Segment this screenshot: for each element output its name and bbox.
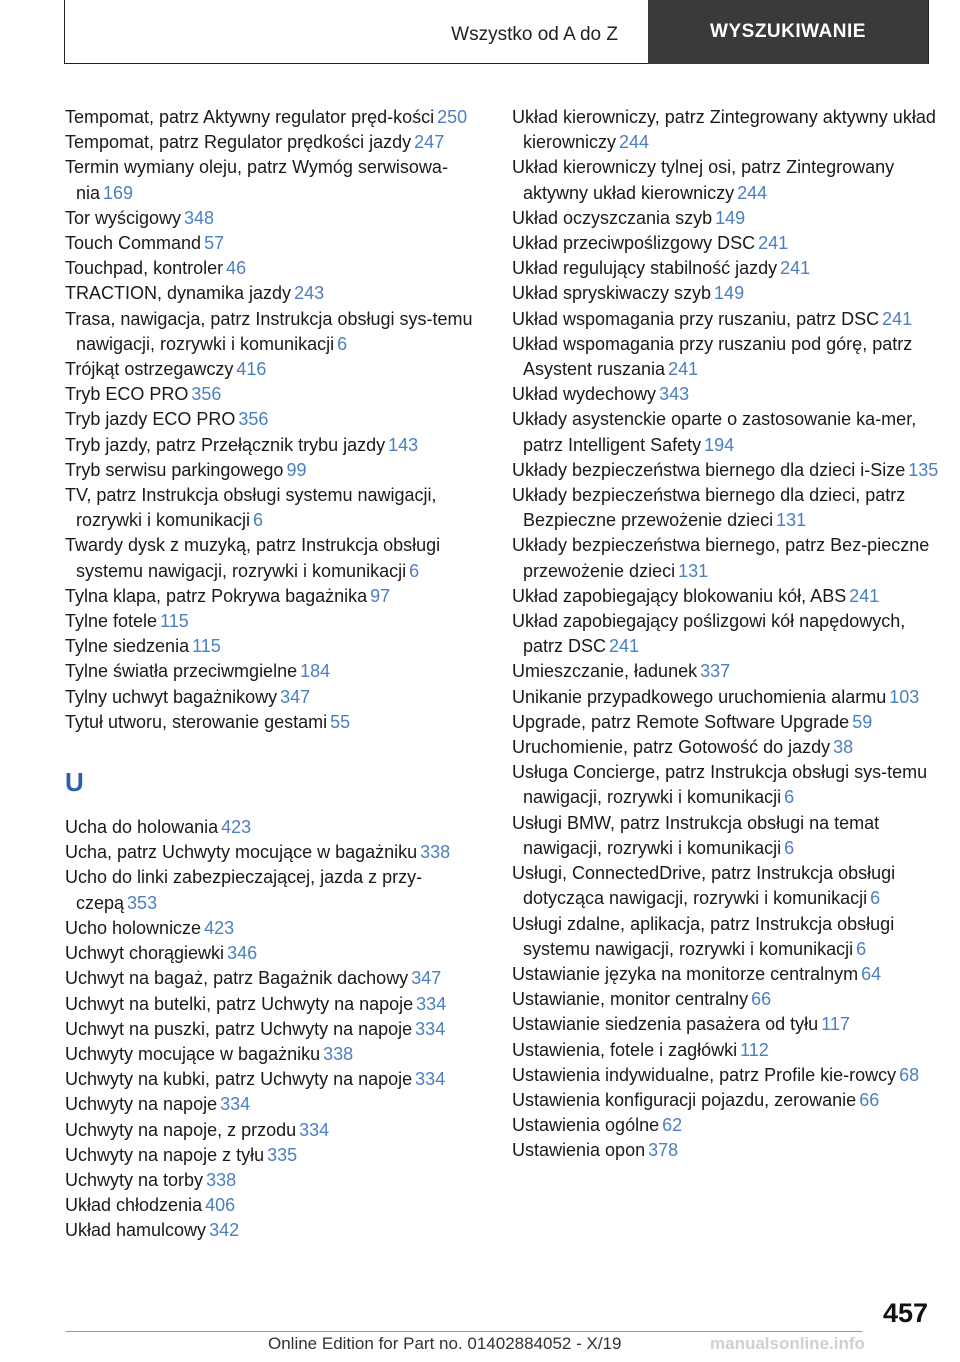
page-reference-link[interactable]: 6 bbox=[784, 837, 795, 858]
index-entry-text: Ucha do holowania bbox=[65, 817, 219, 838]
page-reference-link[interactable]: 334 bbox=[415, 1018, 446, 1039]
page-reference-link[interactable]: 57 bbox=[204, 233, 225, 254]
index-entry bbox=[512, 483, 942, 533]
index-entry-text: Ustawianie, monitor centralny bbox=[512, 989, 749, 1010]
page-reference-link[interactable]: 347 bbox=[280, 686, 311, 707]
page-reference-link[interactable]: 66 bbox=[859, 1089, 880, 1110]
index-entry-text: Tryb serwisu parkingowego bbox=[65, 459, 284, 480]
index-entry bbox=[65, 458, 485, 483]
index-entry-text: Termin wymiany oleju, patrz Wymóg serwisowa-nia bbox=[65, 157, 448, 203]
index-entry bbox=[65, 1017, 485, 1042]
index-entry-text: Układy bezpieczeństwa biernego, patrz Bez-pieczne przewożenie dzieci bbox=[512, 535, 930, 581]
page-reference-link[interactable]: 356 bbox=[238, 409, 269, 430]
page-reference-link[interactable]: 378 bbox=[648, 1140, 679, 1161]
index-entry bbox=[65, 659, 485, 684]
index-entry bbox=[65, 916, 485, 941]
index-entry bbox=[512, 206, 942, 231]
index-entry bbox=[512, 458, 942, 483]
index-entry-text: Ustawianie siedzenia pasażera od tyłu bbox=[512, 1014, 819, 1035]
index-entry-text: Tempomat, patrz Aktywny regulator pręd-kości bbox=[65, 107, 435, 127]
page-reference-link[interactable]: 97 bbox=[370, 585, 391, 606]
index-entry-text: Touchpad, kontroler bbox=[65, 258, 224, 279]
index-entry bbox=[65, 1118, 485, 1143]
page-reference-link[interactable]: 244 bbox=[619, 132, 650, 153]
page-reference-link[interactable]: 6 bbox=[784, 787, 795, 808]
page-reference-link[interactable]: 6 bbox=[253, 510, 264, 531]
page-reference-link[interactable]: 6 bbox=[856, 938, 867, 959]
index-entry-text: Usługi, ConnectedDrive, patrz Instrukcja obsługi dotycząca nawigacji, rozrywki i komunikacji bbox=[512, 863, 896, 909]
index-entry-text: Układ kierowniczy, patrz Zintegrowany aktywny układ kierowniczy bbox=[512, 107, 936, 153]
header-tab[interactable]: WYSZUKIWANIE bbox=[648, 0, 928, 64]
index-entry bbox=[65, 407, 485, 432]
index-entry-text: Usługi zdalne, aplikacja, patrz Instrukcja obsługi systemu nawigacji, rozrywki i komunikacji bbox=[512, 913, 895, 959]
page-reference-link[interactable]: 241 bbox=[780, 258, 811, 279]
index-entry bbox=[65, 433, 485, 458]
page-reference-link[interactable]: 243 bbox=[294, 283, 325, 304]
index-entry bbox=[65, 231, 485, 256]
index-entry bbox=[512, 332, 942, 382]
page-reference-link[interactable]: 338 bbox=[420, 842, 451, 863]
index-entry-text: Tryb jazdy ECO PRO bbox=[65, 409, 236, 430]
footer-watermark: manualsonline.info bbox=[710, 1334, 865, 1353]
page-reference-link[interactable]: 115 bbox=[192, 636, 221, 657]
page-reference-link[interactable]: 347 bbox=[411, 968, 442, 989]
index-entry bbox=[65, 382, 485, 407]
page-reference-link[interactable]: 416 bbox=[236, 359, 267, 380]
index-entry-text: Usługa Concierge, patrz Instrukcja obsługi sys-temu nawigacji, rozrywki i komunikacji bbox=[512, 762, 928, 808]
index-entry bbox=[512, 533, 942, 583]
index-entry-text: Układ oczyszczania szyb bbox=[512, 207, 713, 228]
index-entry bbox=[65, 634, 485, 659]
page-reference-link[interactable]: 348 bbox=[184, 207, 215, 228]
page-reference-link[interactable]: 143 bbox=[388, 434, 419, 455]
page-reference-link[interactable]: 406 bbox=[205, 1195, 236, 1216]
index-entry bbox=[65, 584, 485, 609]
index-entry-text: Uchwyt na puszki, patrz Uchwyty na napoje bbox=[65, 1018, 413, 1039]
index-list-u bbox=[65, 815, 485, 1243]
page-reference-link[interactable]: 6 bbox=[870, 888, 881, 909]
page-reference-link[interactable]: 244 bbox=[737, 182, 768, 203]
index-entry bbox=[512, 407, 942, 457]
index-entry bbox=[512, 609, 942, 659]
page-reference-link[interactable]: 99 bbox=[286, 459, 307, 480]
index-entry bbox=[65, 1168, 485, 1193]
index-entry-text: Układy bezpieczeństwa biernego dla dzieci i-Size bbox=[512, 459, 906, 480]
index-entry bbox=[65, 966, 485, 991]
index-entry-text: Tylne fotele bbox=[65, 611, 158, 632]
page-reference-link[interactable]: 241 bbox=[882, 308, 913, 329]
index-column-right bbox=[512, 105, 942, 1164]
index-entry-text: Trójkąt ostrzegawczy bbox=[65, 359, 234, 380]
index-entry-text: Tylne siedzenia bbox=[65, 636, 190, 657]
index-entry-text: Tylne światła przeciwmgielne bbox=[65, 661, 298, 682]
index-entry-text: Uchwyty na kubki, patrz Uchwyty na napoje bbox=[65, 1069, 413, 1090]
index-entry bbox=[65, 357, 485, 382]
index-entry bbox=[65, 1067, 485, 1092]
page-reference-link[interactable]: 353 bbox=[127, 892, 158, 913]
index-entry bbox=[512, 912, 942, 962]
page-reference-link[interactable]: 241 bbox=[758, 233, 789, 254]
index-entry-text: Tempomat, patrz Regulator prędkości jazdy bbox=[65, 132, 412, 153]
footer-edition-text: Online Edition for Part no. 01402884052 - X/19 bbox=[268, 1334, 622, 1353]
index-list-t bbox=[65, 105, 485, 735]
index-entry-text: Trasa, nawigacja, patrz Instrukcja obsługi sys-temu nawigacji, rozrywki i komunikacji bbox=[65, 308, 473, 354]
page-reference-link[interactable]: 346 bbox=[227, 943, 258, 964]
index-entry bbox=[65, 256, 485, 281]
page-reference-link[interactable]: 334 bbox=[299, 1119, 330, 1140]
index-entry bbox=[512, 281, 942, 306]
index-entry bbox=[512, 584, 942, 609]
index-entry-text: Układ wspomagania przy ruszaniu, patrz DSC bbox=[512, 308, 880, 329]
index-entry bbox=[65, 840, 485, 865]
page-reference-link[interactable]: 103 bbox=[889, 686, 920, 707]
page-reference-link[interactable]: 342 bbox=[209, 1220, 240, 1241]
index-entry bbox=[65, 155, 485, 205]
index-entry-text: TRACTION, dynamika jazdy bbox=[65, 283, 292, 304]
index-entry bbox=[65, 609, 485, 634]
index-entry-text: Uchwyty na napoje z tyłu bbox=[65, 1144, 265, 1165]
index-entry bbox=[512, 659, 942, 684]
index-entry bbox=[512, 1138, 942, 1163]
index-entry-text: Ustawienia ogólne bbox=[512, 1115, 660, 1136]
page-reference-link[interactable]: 423 bbox=[204, 917, 235, 938]
page-reference-link[interactable]: 112 bbox=[740, 1039, 769, 1060]
index-entry bbox=[512, 256, 942, 281]
index-entry bbox=[512, 861, 942, 911]
page-reference-link[interactable]: 423 bbox=[221, 817, 252, 838]
page-reference-link[interactable]: 356 bbox=[191, 384, 222, 405]
index-entry bbox=[65, 307, 485, 357]
index-entry-text: Tylny uchwyt bagażnikowy bbox=[65, 686, 278, 707]
index-entry-text: Tryb jazdy, patrz Przełącznik trybu jazdy bbox=[65, 434, 386, 455]
index-entry-text: Uchwyty na napoje bbox=[65, 1094, 218, 1115]
index-entry-text: Ucho holownicze bbox=[65, 917, 202, 938]
index-entry-text: Ustawienia, fotele i zagłówki bbox=[512, 1039, 738, 1060]
page-reference-link[interactable]: 62 bbox=[662, 1115, 683, 1136]
index-entry bbox=[65, 1092, 485, 1117]
page-reference-link[interactable]: 343 bbox=[659, 384, 690, 405]
index-entry-text: Twardy dysk z muzyką, patrz Instrukcja obsługi systemu nawigacji, rozrywki i komunikacji bbox=[65, 535, 441, 581]
page-reference-link[interactable]: 334 bbox=[416, 993, 447, 1014]
index-entry-text: Układ wspomagania przy ruszaniu pod górę, patrz Asystent ruszania bbox=[512, 333, 913, 380]
page-reference-link[interactable]: 334 bbox=[415, 1069, 446, 1090]
index-list-u-continued bbox=[512, 105, 942, 1164]
page-reference-link[interactable]: 38 bbox=[833, 737, 854, 758]
index-entry bbox=[512, 987, 942, 1012]
index-entry bbox=[65, 206, 485, 231]
page-reference-link[interactable]: 68 bbox=[899, 1064, 920, 1085]
index-entry-text: TV, patrz Instrukcja obsługi systemu nawigacji, rozrywki i komunikacji bbox=[65, 485, 437, 531]
index-entry bbox=[512, 685, 942, 710]
index-entry-text: Uchwyty na torby bbox=[65, 1169, 204, 1190]
index-entry bbox=[512, 382, 942, 407]
page-reference-link[interactable]: 6 bbox=[409, 560, 420, 581]
page-reference-link[interactable]: 6 bbox=[337, 333, 348, 354]
index-entry-text: Tor wyścigowy bbox=[65, 207, 182, 228]
page-reference-link[interactable]: 194 bbox=[704, 434, 735, 455]
index-entry-text: Ustawienia konfiguracji pojazdu, zerowanie bbox=[512, 1089, 857, 1110]
index-entry-text: Układy asystenckie oparte o zastosowanie ka-mer, patrz Intelligent Safety bbox=[512, 409, 917, 455]
index-entry bbox=[512, 105, 942, 155]
page-reference-link[interactable]: 338 bbox=[323, 1043, 354, 1064]
index-entry-text: Ucho do linki zabezpieczającej, jazda z przy-czepą bbox=[65, 867, 423, 913]
index-column-left bbox=[65, 105, 485, 1244]
index-entry bbox=[65, 685, 485, 710]
index-entry-text: Uchwyt na bagaż, patrz Bagażnik dachowy bbox=[65, 968, 409, 989]
index-entry bbox=[512, 231, 942, 256]
index-entry-text: Uchwyty mocujące w bagażniku bbox=[65, 1043, 321, 1064]
index-entry-text: Układ przeciwpoślizgowy DSC bbox=[512, 233, 756, 254]
page-reference-link[interactable]: 149 bbox=[714, 283, 745, 304]
page-reference-link[interactable]: 337 bbox=[700, 661, 731, 682]
index-entry-text: Układ zapobiegający poślizgowi kół napędowych, patrz DSC bbox=[512, 611, 906, 657]
index-entry-text: Uchwyt na butelki, patrz Uchwyty na napoje bbox=[65, 993, 414, 1014]
index-entry-text: Ustawienia opon bbox=[512, 1140, 646, 1161]
index-entry bbox=[65, 533, 485, 583]
page-reference-link[interactable]: 46 bbox=[226, 258, 247, 279]
index-entry bbox=[65, 1143, 485, 1168]
page-reference-link[interactable]: 335 bbox=[267, 1144, 298, 1165]
index-entry bbox=[512, 307, 942, 332]
index-entry-text: Układ spryskiwaczy szyb bbox=[512, 283, 712, 304]
page-reference-link[interactable]: 115 bbox=[160, 611, 189, 632]
index-entry-text: Touch Command bbox=[65, 233, 202, 254]
index-entry bbox=[65, 941, 485, 966]
section-letter: U bbox=[65, 767, 84, 798]
index-entry-text: Ucha, patrz Uchwyty mocujące w bagażniku bbox=[65, 842, 418, 863]
index-entry-text: Uruchomienie, patrz Gotowość do jazdy bbox=[512, 737, 831, 758]
index-entry bbox=[512, 1113, 942, 1138]
index-entry bbox=[65, 1218, 485, 1243]
index-entry-text: Ustawianie języka na monitorze centralnym bbox=[512, 963, 859, 984]
index-entry bbox=[512, 1088, 942, 1113]
index-entry-text: Układ hamulcowy bbox=[65, 1220, 207, 1241]
footer-divider bbox=[66, 1331, 862, 1332]
page-reference-link[interactable]: 250 bbox=[437, 107, 468, 127]
index-entry-text: Tryb ECO PRO bbox=[65, 384, 189, 405]
index-entry bbox=[512, 1038, 942, 1063]
header-section-title: Wszystko od A do Z bbox=[451, 24, 618, 45]
index-entry-text: Uchwyt chorągiewki bbox=[65, 943, 225, 964]
index-entry bbox=[512, 735, 942, 760]
page-reference-link[interactable]: 241 bbox=[849, 585, 880, 606]
index-entry-text: Układ wydechowy bbox=[512, 384, 657, 405]
index-entry bbox=[65, 1193, 485, 1218]
page-reference-link[interactable]: 131 bbox=[776, 510, 807, 531]
index-entry-text: Układ zapobiegający blokowaniu kół, ABS bbox=[512, 585, 847, 606]
page-reference-link[interactable]: 334 bbox=[220, 1094, 251, 1115]
index-entry bbox=[65, 130, 485, 155]
index-entry bbox=[512, 760, 942, 810]
index-entry-text: Uchwyty na napoje, z przodu bbox=[65, 1119, 297, 1140]
page-reference-link[interactable]: 338 bbox=[206, 1169, 237, 1190]
index-entry bbox=[65, 992, 485, 1017]
index-entry-text: Usługi BMW, patrz Instrukcja obsługi na temat nawigacji, rozrywki i komunikacji bbox=[512, 812, 880, 858]
page-reference-link[interactable]: 247 bbox=[414, 132, 445, 153]
page-reference-link[interactable]: 241 bbox=[668, 359, 699, 380]
page-reference-link[interactable]: 59 bbox=[852, 711, 873, 732]
index-entry-text: Ustawienia indywidualne, patrz Profile kie-rowcy bbox=[512, 1064, 897, 1085]
page-reference-link[interactable]: 241 bbox=[609, 636, 640, 657]
index-entry bbox=[65, 105, 485, 130]
index-entry bbox=[512, 155, 942, 205]
index-entry-text: Układ chłodzenia bbox=[65, 1195, 203, 1216]
page-reference-link[interactable]: 55 bbox=[330, 711, 351, 732]
index-entry bbox=[65, 1042, 485, 1067]
index-entry bbox=[65, 815, 485, 840]
page-reference-link[interactable]: 131 bbox=[678, 560, 709, 581]
page-header bbox=[64, 0, 929, 64]
index-entry bbox=[65, 865, 485, 915]
index-entry-text: Unikanie przypadkowego uruchomienia alarmu bbox=[512, 686, 887, 707]
index-entry bbox=[65, 710, 485, 735]
index-entry bbox=[65, 483, 485, 533]
page-reference-link[interactable]: 169 bbox=[103, 182, 134, 203]
index-entry bbox=[512, 811, 942, 861]
page-reference-link[interactable]: 184 bbox=[300, 661, 331, 682]
index-entry-text: Tytuł utworu, sterowanie gestami bbox=[65, 711, 328, 732]
index-entry-text: Układ kierowniczy tylnej osi, patrz Zintegrowany aktywny układ kierowniczy bbox=[512, 157, 895, 203]
page-reference-link[interactable]: 149 bbox=[715, 207, 746, 228]
index-entry bbox=[512, 710, 942, 735]
index-entry-text: Upgrade, patrz Remote Software Upgrade bbox=[512, 711, 850, 732]
page-reference-link[interactable]: 135 bbox=[908, 459, 939, 480]
index-entry-text: Umieszczanie, ładunek bbox=[512, 661, 698, 682]
index-entry bbox=[512, 962, 942, 987]
index-entry-text: Tylna klapa, patrz Pokrywa bagażnika bbox=[65, 585, 368, 606]
index-entry-text: Układ regulujący stabilność jazdy bbox=[512, 258, 778, 279]
page-reference-link[interactable]: 117 bbox=[821, 1014, 850, 1035]
page-number: 457 bbox=[882, 1298, 928, 1328]
page-reference-link[interactable]: 66 bbox=[751, 989, 772, 1010]
page-reference-link[interactable]: 64 bbox=[861, 963, 882, 984]
index-entry bbox=[512, 1012, 942, 1037]
index-entry bbox=[65, 281, 485, 306]
index-entry bbox=[512, 1063, 942, 1088]
index-entry-text: Układy bezpieczeństwa biernego dla dzieci, patrz Bezpieczne przewożenie dzieci bbox=[512, 485, 906, 531]
